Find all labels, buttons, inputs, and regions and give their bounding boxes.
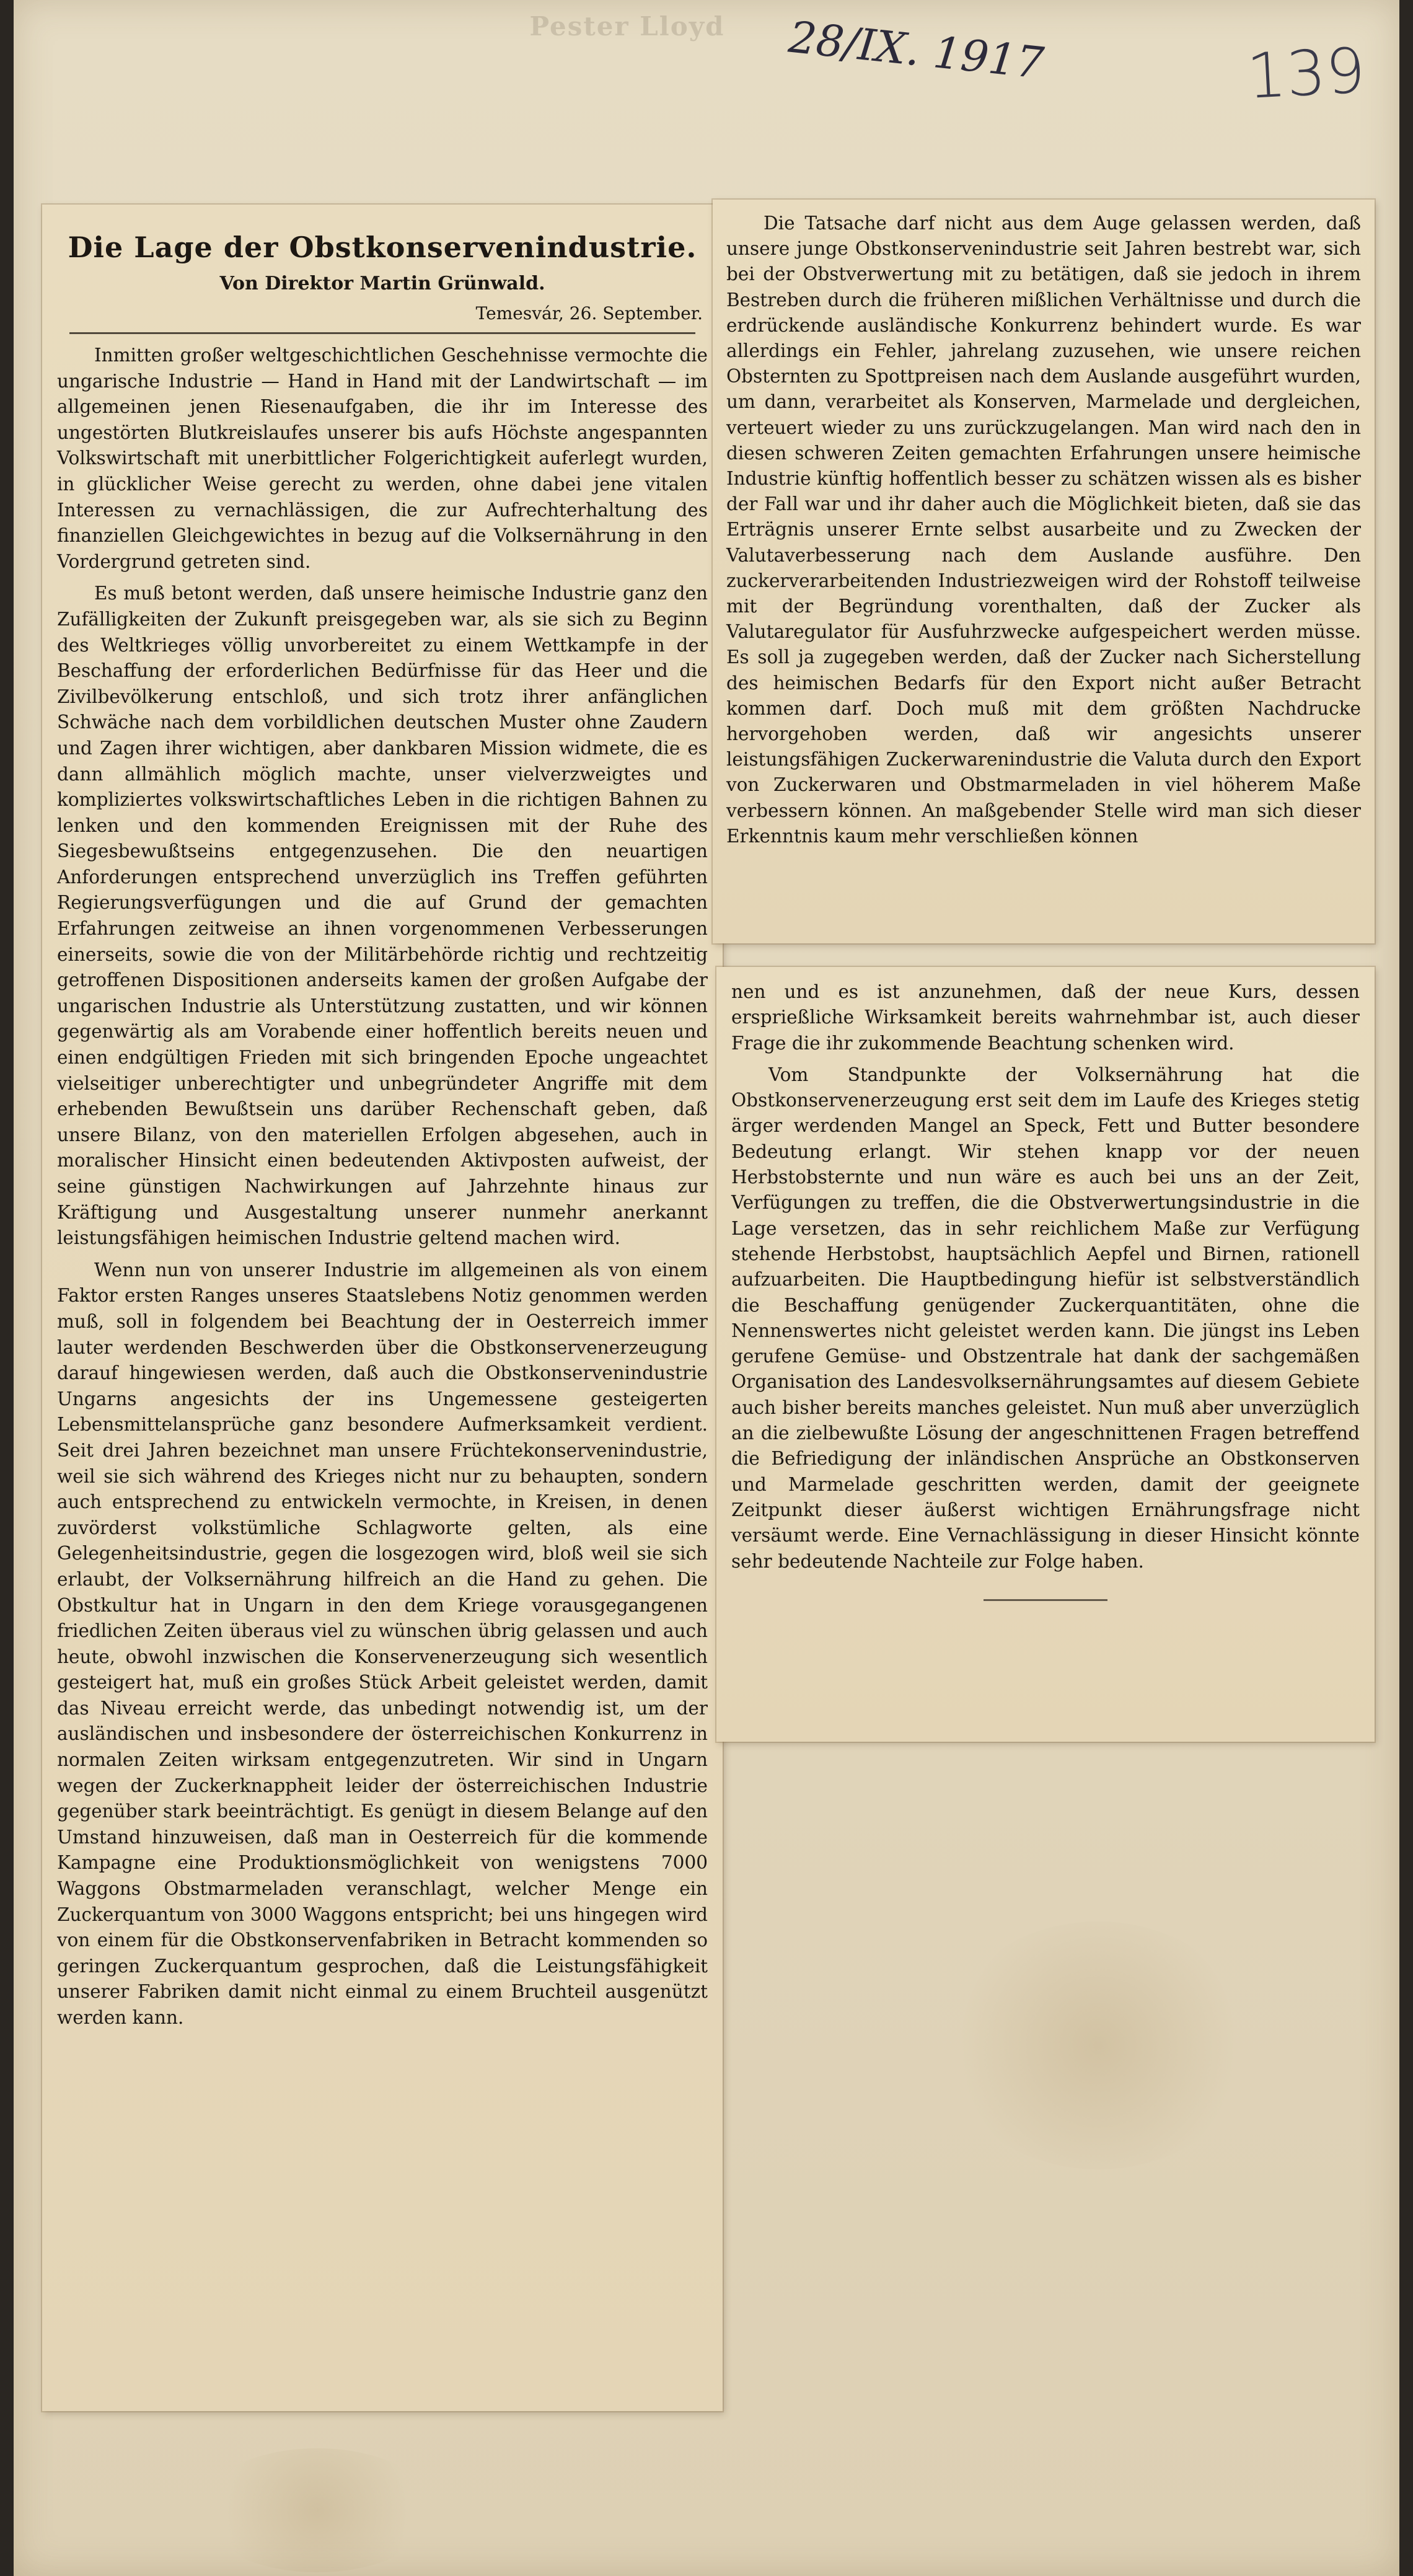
newspaper-masthead: Pester Lloyd: [529, 11, 725, 42]
article-byline: Von Direktor Martin Grünwald.: [219, 273, 545, 294]
clipping-left-column: [42, 205, 723, 2411]
paragraph: Vom Standpunkte der Volksernährung hat die Obstkonservenerzeugung erst seit dem im Laufe des Krieges stetig ärger werdenden Mangel an Speck, Fett und Butter besondere Bedeutung erlangt. Wir stehen knapp vor der neuen Herbstobsternte und nun wäre es auch bei uns an der Zeit, Verfügungen zu treffen, die die Obstverwertungsindustrie in die Lage versetzen, das in sehr reichlichem Maße zur Verfügung stehende Herbstobst, hauptsächlich Aepfel und Birnen, rationell aufzuarbeiten. Die Hauptbedingung hiefür ist selbstverständlich die Beschaffung genügender Zuckerquantitäten, ohne die Nennenswertes nicht geleistet werden kann. Die jüngst ins Leben gerufene Gemüse- und Obstzentrale hat dank der sachgemäßen Organisation des Landesvolksernährungsamtes auf diesem Gebiete auch bisher bereits manches geleistet. Nun muß aber unverzüglich an die zielbewußte Lösung der angeschnittenen Fragen betreffend die Befriedigung der inländischen Ansprüche an Obstkonserven und Marmelade geschritten werden, damit der geeignete Zeitpunkt dieser äußerst wichtigen Ernährungsfrage nicht versäumt werde. Eine Vernachlässigung in dieser Hinsicht könnte sehr bedeutende Nachteile zur Folge haben.: [731, 1064, 1360, 1572]
end-rule: [984, 1599, 1107, 1601]
paragraph: Es muß betont werden, daß unsere heimische Industrie ganz den Zufälligkeiten der Zukunft preisgegeben war, als sie sich zu Beginn des Weltkrieges völlig unvorbereitet zu einem Wettkampfe in der Beschaffung der erforderlichen Bedürfnisse für das Heer und die Zivilbevölkerung entschloß, und sich trotz ihrer anfänglichen Schwäche nach dem vorbildlichen deutschen Muster ohne Zaudern und Zagen ihrer wichtigen, aber dankbaren Mission widmete, die es dann allmählich möglich machte, unser vielverzweigtes und kompliziertes volkswirtschaftliches Leben in die richtigen Bahnen zu lenken und den kommenden Ereignissen mit der Ruhe des Siegesbewußtseins entgegenzusehen. Die den neuartigen Anforderungen entsprechend unverzüglich ins Treffen geführten Regierungsverfügungen und die auf Grund der gemachten Erfahrungen zeitweise an ihnen vorgenommenen Verbesserungen einerseits, sowie die von der Militärbehörde richtig und rechtzeitig getroffenen Dispositionen anderseits kamen der großen Aufgabe der ungarischen Industrie als Unterstützung zustatten, und wir können gegenwärtig als am Vorabende einer hoffentlich bereits neuen und einen endgültigen Frieden mit sich bringenden Epoche ungeachtet vielseitiger unberechtigter und unbegründeter Angriffe mit dem erhebenden Bewußtsein uns darüber Rechenschaft geben, daß unsere Bilanz, von den materiellen Erfolgen abgesehen, auch in moralischer Hinsicht einen bedeutenden Aktivposten aufweist, der seine günstigen Nachwirkungen auf Jahrzehnte hinaus zur Kräftigung und Ausgestaltung unserer nunmehr anerkannt leistungsfähigen heimischen Industrie geltend machen wird.: [57, 583, 708, 1249]
paragraph: Inmitten großer weltgeschichtlichen Geschehnisse vermochte die ungarische Industrie — Hand in Hand mit der Landwirtschaft — im allgemeinen jenen Riesenaufgaben, die ihr im Interesse des ungestörten Blutkreislaufes unserer bis aufs Höchste angespannten Volkswirtschaft mit unerbittlicher Folgerichtigkeit auferlegt wurden, in glücklicher Weise gerecht zu werden, ohne dabei jene vitalen Interessen zu vernachlässigen, die zur Aufrechterhaltung des finanziellen Gleichgewichtes in bezug auf die Volksernährung in den Vordergrund getreten sind.: [57, 345, 708, 572]
article-title: Die Lage der Obstkonservenindustrie.: [68, 231, 697, 264]
article-dateline: Temesvár, 26. September.: [475, 303, 703, 324]
archive-number: 139: [1245, 34, 1367, 113]
paragraph: Die Tatsache darf nicht aus dem Auge gelassen werden, daß unsere junge Obstkonservenindustrie seit Jahren bestrebt war, sich bei der Obstverwertung mit zu betätigen, daß sie jedoch in ihrem Bestreben durch die früheren mißlichen Verhältnisse und durch die erdrückende ausländische Konkurrenz behindert wurde. Es war allerdings ein Fehler, jahrelang zuzusehen, wie unsere reichen Obsternten zu Spottpreisen nach dem Auslande ausgeführt wurden, um dann, verarbeitet als Konserven, Marmelade und dergleichen, verteuert wieder zu uns zurückzugelangen. Man wird nach den in diesen schweren Zeiten gemachten Erfahrungen unsere heimische Industrie künftig hoffentlich besser zu schätzen wissen als es bisher der Fall war und ihr daher auch die Möglichkeit bieten, daß sie das Erträgnis unserer Ernte selbst ausarbeite und zu Zwecken der Valutaverbesserung nach dem Auslande ausführe. Den zuckerverarbeitenden Industriezweigen wird der Rohstoff teilweise mit der Begründung vorenthalten, daß der Zucker als Valutaregulator für Ausfuhrzwecke aufgespeichert werden müsse. Es soll ja zugegeben werden, daß der Zucker nach Sicherstellung des heimischen Bedarfs für den Export nicht außer Betracht kommen darf. Doch muß mit dem größten Nachdrucke hervorgehoben werden, daß wir angesichts unserer leistungsfähigen Zuckerwarenindustrie die Valuta durch den Export von Zuckerwaren und Obstmarmeladen in viel höherem Maße verbessern können. An maßgebender Stelle wird man sich dieser Erkenntnis kaum mehr verschließen können: [726, 213, 1361, 847]
clipping-right-column-top: [713, 200, 1375, 943]
paragraph: nen und es ist anzunehmen, daß der neue Kurs, dessen ersprießliche Wirksamkeit bereits wahrnehmbar ist, auch dieser Frage die ihr zukommende Beachtung schenken wird.: [731, 981, 1360, 1054]
clipping-right-column-bottom: [716, 967, 1375, 1742]
title-rule: [69, 332, 695, 334]
handwritten-date: 28/IX. 1917: [786, 11, 1046, 89]
paragraph: Wenn nun von unserer Industrie im allgemeinen als von einem Faktor ersten Ranges unseres Staatslebens Notiz genommen werden muß, soll in folgendem bei Beachtung der in Oesterreich immer lauter werdenden Beschwerden über die Obstkonservenerzeugung darauf hingewiesen werden, daß auch die Obstkonservenindustrie Ungarns angesichts der ins Ungemessene gesteigerten Lebensmittelansprüche ganz besondere Aufmerksamkeit verdient. Seit drei Jahren bezeichnet man unsere Früchtekonservenindustrie, weil sie sich während des Krieges nicht nur zu behaupten, sondern auch entsprechend zu entwickeln vermochte, in Kreisen, in denen zuvörderst volkstümliche Schlagworte gelten, als eine Gelegenheitsindustrie, gegen die losgezogen wird, bloß weil sie sich erlaubt, der Volksernährung hilfreich an die Hand zu gehen. Die Obstkultur hat in Ungarn in den dem Kriege vorausgegangenen friedlichen Zeiten überaus viel zu wünschen übrig gelassen und auch heute, obwohl inzwischen die Konservenerzeugung sich wesentlich gesteigert hat, muß ein großes Stück Arbeit geleistet werden, damit das Niveau erreicht werde, das unbedingt notwendig ist, um der ausländischen und insbesondere der österreichischen Konkurrenz in normalen Zeiten wirksam entgegenzutreten. Wir sind in Ungarn wegen der Zuckerknappheit leider der österreichischen Industrie gegenüber stark beeinträchtigt. Es genügt in diesem Belange auf den Umstand hinzuweisen, daß man in Oesterreich für die kommende Kampagne eine Produktionsmöglichkeit von wenigstens 7000 Waggons Obstmarmeladen veranschlagt, welcher Menge ein Zuckerquantum von 3000 Waggons entspricht; bei uns hingegen wird von einem für die Obstkonservenfabriken in Betracht kommenden so geringen Zuckerquantum gesprochen, daß die Leistungsfähigkeit unserer Fabriken damit nicht einmal zu einem Bruchteil ausgenützt werden kann.: [57, 1259, 708, 2028]
